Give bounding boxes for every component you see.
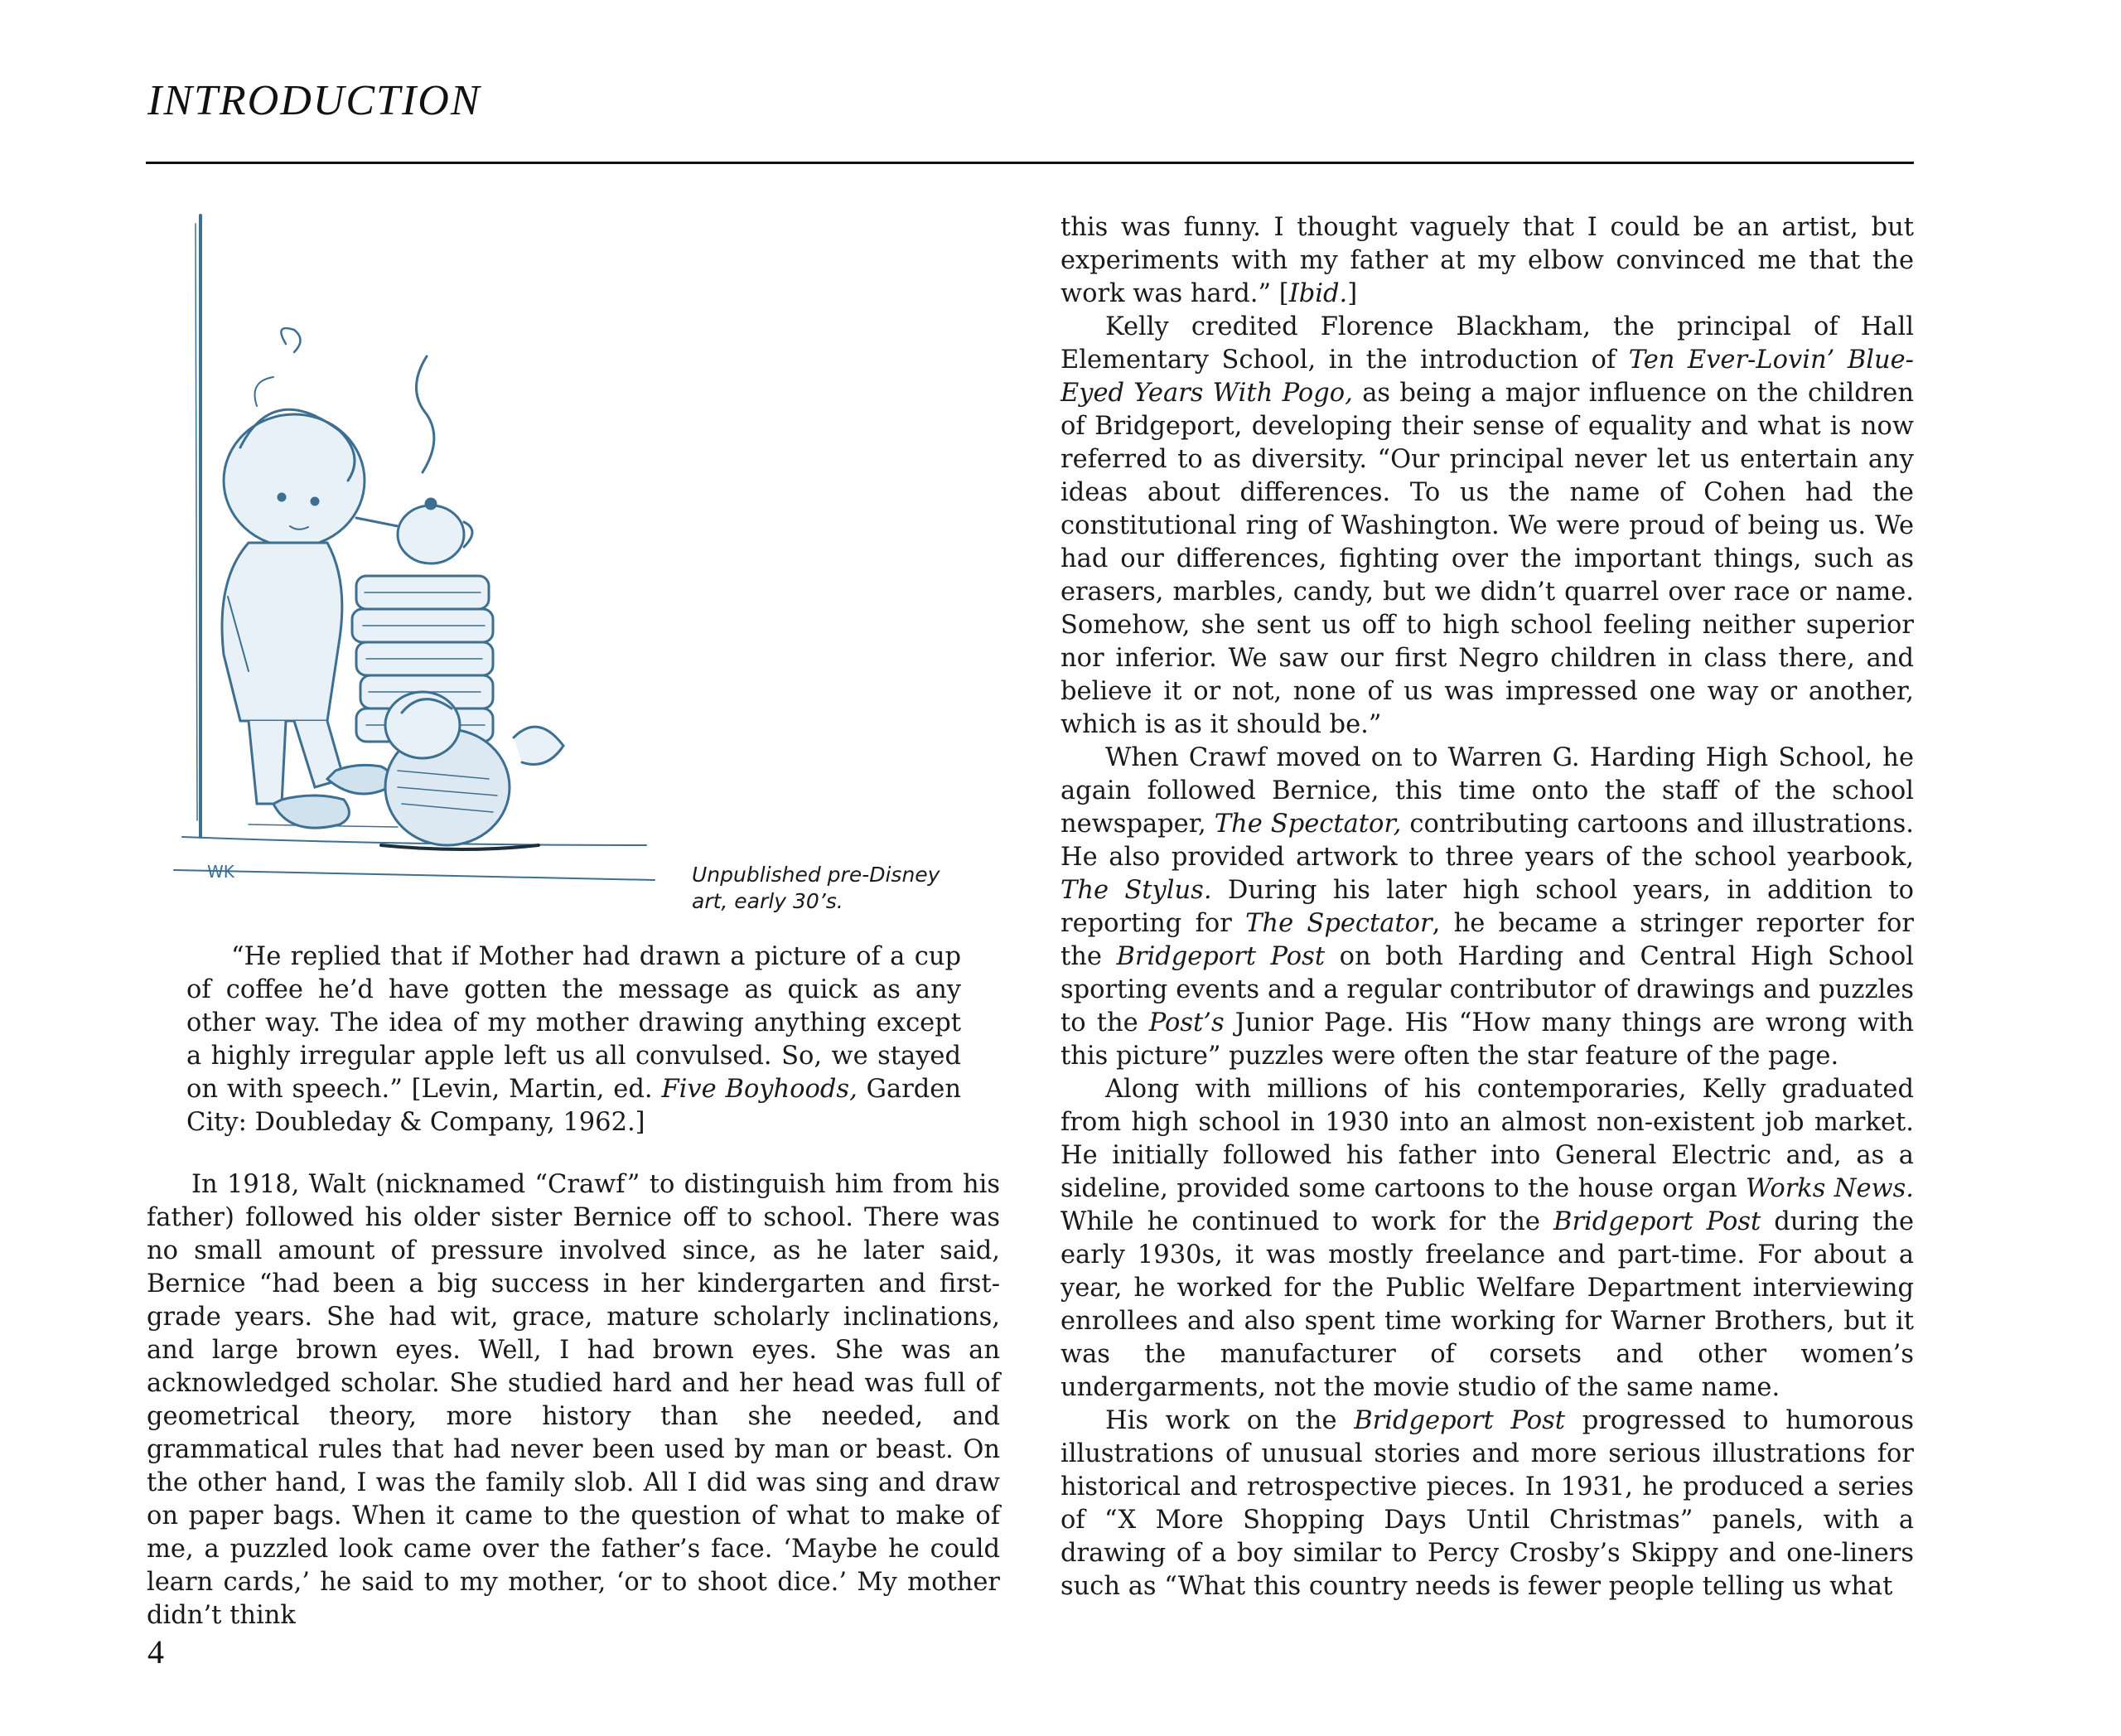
right-paragraph-4: Along with millions of his contemporaries, Kelly graduated from high school in 1930 into an almost non-existent job market. He initially followed his father into General Electric and, as a sideline, provided some cartoons to the house organ Works News. While he continued to work for the Bridgeport Post during the early 1930s, it was mostly freelance and part-time. For about a year, he worked for the Public Welfare Department interviewing enrollees and also spent time working for Warner Brothers, but it was the manufacturer of corsets and other women’s undergarments, not the movie studio of the same name. [1060, 1075, 1915, 1402]
page-number: 4 [147, 1633, 164, 1671]
header-rule [146, 162, 1914, 164]
right-paragraph-1: this was funny. I thought vaguely that I could be an artist, but experiments with my father at my elbow convinced me that the work was hard.” [Ibid.] [1060, 213, 1914, 308]
body-paragraph-1: In 1918, Walt (nicknamed “Crawf” to distinguish him from his father) followed his older sister Bernice off to school. There was no small amount of pressure involved since, as he later said, Bernice “had been a big success in her kindergarten and first-grade years. She had wit, grace, mature scholarly inclinations, and large brown eyes. Well, I had brown eyes. She was an acknowledged scholar. She studied hard and her head was full of geometrical theory, more history than she needed, and grammatical rules that had never been used by man or beast. On the other hand, I was the family slob. All I did was sing and draw on paper bags. When it came to the question of what to make of me, a puzzled look came over the father’s face. ‘Maybe he could learn cards,’ he said to my mother, ‘or to shoot dice.’ My mother didn’t think [147, 1170, 1000, 1630]
quote-text-1: “He replied that if Mother had drawn a picture of a cup of coffee he’d have gotten the message as quick as any other way. The idea of my mother drawing anything except a highly irregular apple left us all convulsed. So, we stayed on with speech.” [Levin, Martin, ed. [186, 942, 961, 1104]
quote-book-title: Five Boyhoods, [661, 1075, 858, 1104]
quote-paragraph [186, 941, 961, 1139]
right-paragraph-5: His work on the Bridgeport Post progressed to humorous illustrations of unusual stories and more serious illustrations for historical and retrospective pieces. In 1931, he produced a series of “X More Shopping Days Until Christmas” panels, with a drawing of a boy similar to Percy Crosby’s Skippy and one-liners such as “What this country needs is fewer people telling us what [1060, 1406, 1914, 1601]
left-quote-block [186, 941, 961, 1139]
quote-text-2: Garden City: Doubleday & Company, 1962.] [186, 1075, 962, 1137]
figure-caption [692, 862, 957, 915]
caption-line-2: art, early 30’s. [692, 889, 843, 913]
right-paragraph-3: When Crawf moved on to Warren G. Harding High School, he again followed Bernice, this time onto the staff of the school newspaper, The Spectator, contributing cartoons and illustrations. He also provided artwork to three years of the school yearbook, The Stylus. During his later high school years, in addition to reporting for The Spectator, he became a stringer reporter for the Bridgeport Post on both Harding and Central High School sporting events and a regular contributor of drawings and puzzles to the Post’s Junior Page. His “How many things are wrong with this picture” puzzles were often the star feature of the page. [1060, 743, 1915, 1071]
right-body-column [1060, 211, 1914, 1603]
caption-line-1: Unpublished pre-Disney [692, 863, 940, 887]
running-head: INTRODUCTION [147, 77, 481, 124]
right-paragraph-2: Kelly credited Florence Blackham, the principal of Hall Elementary School, in the introduction of Ten Ever-Lovin’ Blue-Eyed Years With Pogo, as being a major influence on the children of Bridgeport, developing their sense of equality and what is now referred to as diversity. “Our principal never let us entertain any ideas about differences. To us the name of Cohen had the constitutional ring of Washington. We were proud of being us. We had our differences, fighting over the important things, such as erasers, marbles, candy, but we didn’t quarrel over race or name. Somehow, she sent us off to high school feeling neither superior nor inferior. We saw our first Negro children in class there, and believe it or not, none of us was impressed one way or another, which is as it should be.” [1060, 312, 1914, 739]
artist-signature: WK [207, 862, 234, 882]
sketch-illustration [149, 207, 679, 928]
left-body-column [147, 1168, 1000, 1632]
